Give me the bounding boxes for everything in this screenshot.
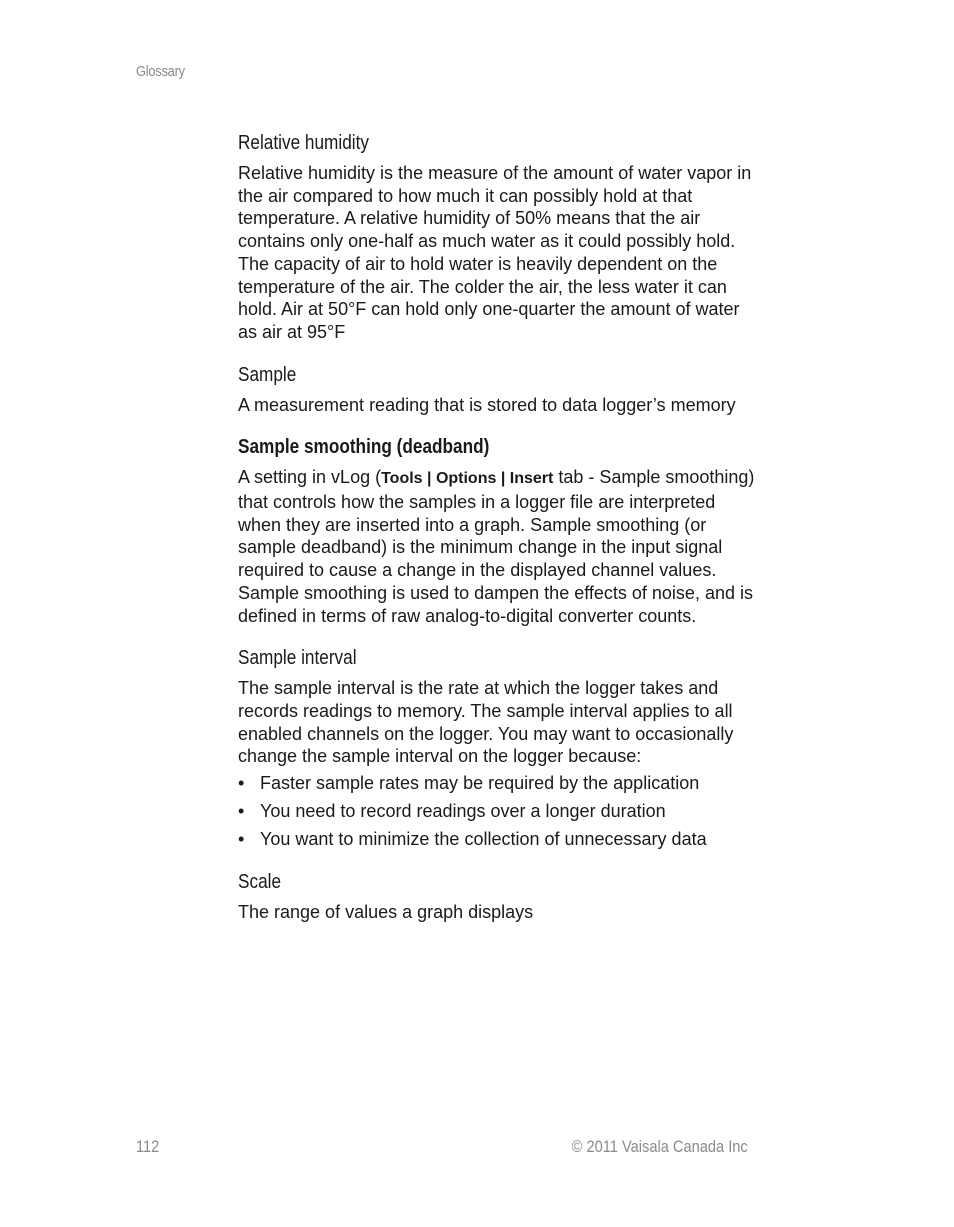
glossary-entry xyxy=(238,434,758,627)
glossary-entry xyxy=(238,645,758,851)
page-number: 112 xyxy=(136,1137,160,1156)
bullet-icon: • xyxy=(238,773,245,794)
list-item xyxy=(238,772,758,795)
list-item xyxy=(238,800,758,823)
glossary-definition: A measurement reading that is stored to data logger’s memory xyxy=(238,394,736,415)
glossary-term: Scale xyxy=(238,871,282,894)
glossary-term: Sample smoothing (deadband) xyxy=(238,436,490,459)
bullet-list xyxy=(238,772,758,851)
glossary-entry xyxy=(238,362,758,417)
definition-text: tab - Sample smoothing) that controls how the samples in a logger file are interpreted when they are inserted into a graph. Sample smoothing (or sample deadband) is the minimum change in the input signal required to cause a change in the displayed channel values. Sample smoothing is used to dampen the effects of noise, and is defined in terms of raw analog-to-digital converter counts. xyxy=(238,467,755,626)
bullet-icon: • xyxy=(238,829,245,850)
list-item-text: You need to record readings over a longer duration xyxy=(260,801,666,822)
copyright-notice: © 2011 Vaisala Canada Inc xyxy=(571,1137,748,1156)
list-item xyxy=(238,828,758,851)
bullet-icon: • xyxy=(238,801,245,822)
definition-text: A setting in vLog ( xyxy=(238,467,382,488)
glossary-term: Sample xyxy=(238,363,297,386)
glossary-entry xyxy=(238,130,758,344)
glossary-term: Sample interval xyxy=(238,647,357,670)
glossary-definition: The range of values a graph displays xyxy=(238,902,534,923)
glossary-entry xyxy=(238,869,758,924)
list-item-text: Faster sample rates may be required by the application xyxy=(260,773,700,794)
glossary-term: Relative humidity xyxy=(238,132,369,154)
glossary-definition xyxy=(238,466,758,627)
glossary-definition: The sample interval is the rate at which the logger takes and records readings to memory. The sample interval applies to all enabled channels on the logger. You may want to occasionally change the sample interval on the logger because: xyxy=(238,678,734,767)
list-item-text: You want to minimize the collection of unnecessary data xyxy=(260,829,707,850)
menu-path: Tools | Options | Insert xyxy=(381,470,554,488)
glossary-content xyxy=(238,130,758,942)
glossary-definition: Relative humidity is the measure of the amount of water vapor in the air compared to how much it can possibly hold at that temperature. A relative humidity of 50% means that the air contains only one-half as much water as it could possibly hold. The capacity of air to hold water is heavily dependent on the temperature of the air. The colder the air, the less water it can hold. Air at 50°F can hold only one-quarter the amount of water as air at 95°F xyxy=(238,163,752,342)
running-header-section: Glossary xyxy=(136,63,185,80)
